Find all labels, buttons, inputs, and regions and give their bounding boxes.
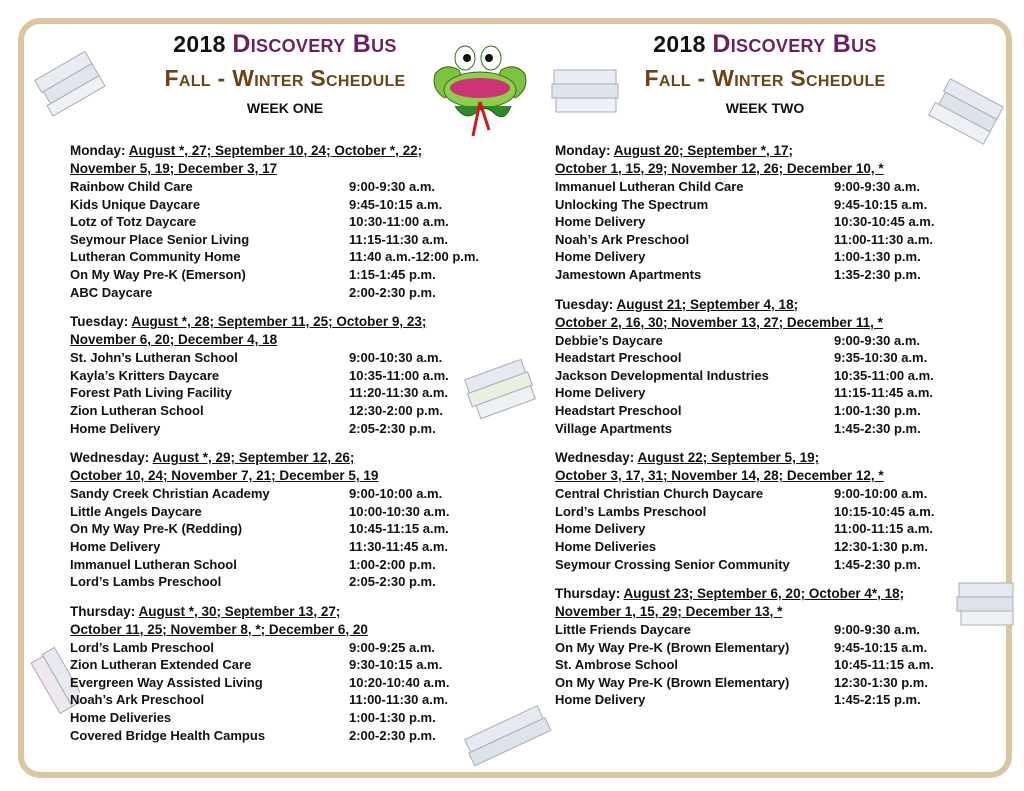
stop-row	[70, 284, 500, 302]
day-block	[70, 449, 500, 591]
subtitle-fall: Fall	[644, 65, 691, 91]
stop-time: 1:00-1:30 p.m.	[834, 402, 921, 418]
stop-row	[70, 196, 500, 214]
stop-location: Home Delivery	[70, 538, 161, 554]
stop-location: Little Friends Daycare	[555, 622, 691, 638]
day-heading	[70, 313, 500, 349]
stop-location: Zion Lutheran School	[70, 402, 204, 418]
stop-location: Home Delivery	[555, 385, 646, 401]
stop-row	[70, 349, 500, 367]
week-label: WEEK ONE	[246, 100, 324, 116]
day-name: Thursday:	[555, 586, 621, 602]
stop-row	[70, 367, 500, 385]
stop-time: 9:00-9:30 a.m.	[834, 179, 920, 194]
stop-time: 11:30-11:45 a.m.	[349, 538, 449, 554]
stop-time: 9:00-9:25 a.m.	[349, 639, 435, 655]
stop-location: Sandy Creek Christian Academy	[70, 486, 270, 502]
stop-location: Headstart Preschool	[555, 402, 682, 418]
stop-time: 1:35-2:30 p.m.	[834, 266, 921, 282]
stop-location: Noah’s Ark Preschool	[555, 231, 690, 247]
day-dates: October 11, 25; November 8, *; December 6, 20	[70, 621, 368, 637]
title-brand: Discovery Bus	[712, 30, 877, 58]
stop-location: Lord’s Lamb Preschool	[70, 639, 214, 655]
stop-row	[555, 621, 975, 639]
subtitle-dash: -	[697, 65, 706, 91]
stop-row	[70, 639, 500, 657]
day-dates: August *, 28; September 11, 25; October 9, 23;	[131, 314, 427, 330]
stop-time: 2:00-2:30 p.m.	[349, 727, 436, 743]
stop-time: 11:15-11:30 a.m.	[349, 231, 449, 247]
day-dates: August 20; September *, 17;	[613, 143, 794, 158]
title-brand: Discovery Bus	[232, 30, 397, 58]
stop-time: 1:00-2:00 p.m.	[349, 556, 436, 572]
stop-location: Home Delivery	[70, 420, 161, 436]
stop-location: Immanuel Lutheran School	[70, 556, 237, 572]
subtitle-winter-schedule: Winter Schedule	[712, 65, 886, 91]
stop-location: Home Deliveries	[555, 538, 657, 554]
day-dates: August 21; September 4, 18;	[616, 296, 799, 312]
stop-location: St. Ambrose School	[555, 657, 679, 673]
stop-row	[70, 213, 500, 231]
stop-location: Forest Path Living Facility	[70, 385, 232, 401]
stop-row	[555, 520, 975, 538]
week-two-column	[555, 30, 975, 709]
stop-time: 1:45-2:30 p.m.	[834, 556, 921, 572]
stop-location: Debbie’s Daycare	[555, 332, 663, 348]
stop-row	[555, 674, 975, 692]
stop-time: 1:15-1:45 p.m.	[349, 266, 436, 282]
stop-location: Home Delivery	[555, 692, 646, 708]
stop-time: 1:00-1:30 p.m.	[834, 249, 921, 265]
stop-time: 9:00-9:30 a.m.	[834, 332, 920, 348]
day-block	[555, 449, 975, 573]
day-name: Tuesday:	[555, 296, 614, 312]
day-heading	[70, 449, 500, 485]
stop-time: 9:45-10:15 a.m.	[349, 196, 443, 212]
stop-location: Kayla’s Kritters Daycare	[70, 367, 220, 383]
day-block	[70, 142, 500, 301]
stop-time: 11:15-11:45 a.m.	[834, 385, 934, 401]
stop-time: 9:00-10:30 a.m.	[349, 350, 443, 366]
stop-time: 11:40 a.m.-12:00 p.m.	[349, 249, 480, 265]
day-name: Wednesday:	[555, 450, 635, 466]
stop-row	[555, 556, 975, 574]
stop-row	[70, 384, 500, 402]
day-heading	[70, 603, 500, 639]
subtitle-fall: Fall	[164, 65, 211, 91]
day-block	[70, 313, 500, 437]
stop-location: Seymour Crossing Senior Community	[555, 556, 790, 572]
day-heading	[555, 449, 975, 485]
day-dates: November 6, 20; December 4, 18	[70, 332, 278, 348]
stop-time: 2:05-2:30 p.m.	[349, 420, 436, 436]
schedule-days	[555, 142, 975, 709]
day-dates: August *, 30; September 13, 27;	[138, 603, 341, 619]
stop-row	[555, 485, 975, 503]
day-dates: October 10, 24; November 7, 21; December 5, 19	[70, 468, 379, 484]
stop-time: 10:00-10:30 a.m.	[349, 503, 450, 519]
stop-location: Lord’s Lambs Preschool	[70, 574, 222, 590]
stop-time: 9:45-10:15 a.m.	[834, 196, 928, 212]
stop-row	[70, 674, 500, 692]
stop-time: 10:30-10:45 a.m.	[834, 214, 935, 230]
stop-time: 1:45-2:15 p.m.	[834, 692, 921, 708]
stop-time: 10:20-10:40 a.m.	[349, 674, 450, 690]
stop-location: On My Way Pre-K (Brown Elementary)	[555, 639, 790, 655]
day-block	[555, 142, 975, 284]
stop-location: Jackson Developmental Industries	[555, 367, 769, 383]
stop-row	[555, 248, 975, 266]
stop-row	[70, 485, 500, 503]
stop-location: Zion Lutheran Extended Care	[70, 657, 252, 673]
title-year: 2018	[173, 31, 226, 57]
stop-location: Covered Bridge Health Campus	[70, 727, 266, 743]
stop-row	[555, 691, 975, 709]
stop-row	[555, 503, 975, 521]
stop-time: 9:00-10:00 a.m.	[834, 486, 928, 502]
day-dates: November 5, 19; December 3, 17	[70, 161, 278, 176]
subtitle-dash: -	[217, 65, 226, 91]
stop-location: On My Way Pre-K (Redding)	[70, 521, 243, 537]
week-label: WEEK TWO	[725, 100, 805, 116]
stop-time: 11:20-11:30 a.m.	[349, 385, 449, 401]
stop-row	[70, 266, 500, 284]
title	[555, 30, 975, 59]
stop-time: 12:30-1:30 p.m.	[834, 538, 928, 554]
stop-location: Evergreen Way Assisted Living	[70, 674, 263, 690]
stop-location: Seymour Place Senior Living	[70, 231, 250, 247]
day-name: Monday:	[555, 143, 611, 158]
day-name: Thursday:	[70, 603, 136, 619]
day-heading	[555, 142, 975, 178]
day-dates: October 1, 15, 29; November 12, 26; December 10, *	[555, 161, 884, 176]
stop-row	[555, 639, 975, 657]
stop-location: Home Delivery	[555, 214, 646, 230]
week-one-column	[70, 30, 500, 744]
stop-time: 10:30-11:00 a.m.	[349, 214, 449, 230]
stop-row	[555, 266, 975, 284]
stop-time: 12:30-1:30 p.m.	[834, 674, 928, 690]
stop-row	[555, 178, 975, 196]
stop-location: Little Angels Daycare	[70, 503, 202, 519]
day-heading	[70, 142, 500, 178]
day-dates: October 3, 17, 31; November 14, 28; December 12, *	[555, 468, 884, 484]
day-dates: October 2, 16, 30; November 13, 27; December 11, *	[555, 314, 883, 330]
stop-row	[70, 231, 500, 249]
day-block	[70, 603, 500, 745]
stop-location: Noah’s Ark Preschool	[70, 692, 205, 708]
stop-location: Lutheran Community Home	[70, 249, 241, 265]
stop-row	[555, 656, 975, 674]
stop-row	[70, 503, 500, 521]
stop-time: 2:00-2:30 p.m.	[349, 284, 436, 300]
stop-time: 9:45-10:15 a.m.	[834, 639, 928, 655]
stop-row	[555, 367, 975, 385]
stop-location: On My Way Pre-K (Emerson)	[70, 266, 246, 282]
stop-location: ABC Daycare	[70, 284, 153, 300]
title	[70, 30, 500, 59]
stop-location: Jamestown Apartments	[555, 266, 702, 282]
stop-row	[555, 402, 975, 420]
stop-row	[555, 384, 975, 402]
stop-row	[70, 178, 500, 196]
day-heading	[555, 585, 975, 621]
stop-row	[70, 573, 500, 591]
stop-location: Home Deliveries	[70, 710, 172, 726]
stop-time: 9:00-9:30 a.m.	[349, 179, 435, 194]
title-year: 2018	[653, 31, 706, 57]
stop-location: Village Apartments	[555, 420, 673, 436]
stop-time: 9:30-10:15 a.m.	[349, 657, 443, 673]
stop-location: Home Delivery	[555, 521, 646, 537]
stop-time: 1:45-2:30 p.m.	[834, 420, 921, 436]
day-block	[555, 585, 975, 709]
stop-time: 10:45-11:15 a.m.	[834, 657, 934, 673]
stop-row	[555, 332, 975, 350]
day-name: Wednesday:	[70, 450, 150, 466]
stop-row	[70, 248, 500, 266]
stop-time: 9:00-9:30 a.m.	[834, 622, 920, 638]
stop-row	[70, 709, 500, 727]
stop-time: 9:35-10:30 a.m.	[834, 350, 928, 366]
stop-row	[555, 349, 975, 367]
stop-location: Lord’s Lambs Preschool	[555, 503, 707, 519]
subtitle-winter-schedule: Winter Schedule	[232, 65, 406, 91]
stop-time: 2:05-2:30 p.m.	[349, 574, 436, 590]
stop-time: 11:00-11:30 a.m.	[349, 692, 449, 708]
stop-row	[555, 213, 975, 231]
subtitle	[555, 65, 975, 92]
stop-row	[70, 656, 500, 674]
stop-location: Rainbow Child Care	[70, 179, 193, 194]
stop-time: 9:00-10:00 a.m.	[349, 486, 443, 502]
day-heading	[555, 296, 975, 332]
stop-time: 12:30-2:00 p.m.	[349, 402, 443, 418]
stop-time: 11:00-11:30 a.m.	[834, 231, 934, 247]
day-name: Monday:	[70, 143, 126, 158]
subtitle	[70, 65, 500, 92]
stop-location: Kids Unique Daycare	[70, 196, 201, 212]
stop-location: Unlocking The Spectrum	[555, 196, 709, 212]
day-name: Tuesday:	[70, 314, 129, 330]
stop-location: Lotz of Totz Daycare	[70, 214, 197, 230]
week-two-header	[555, 30, 975, 130]
stop-time: 10:45-11:15 a.m.	[349, 521, 449, 537]
stop-location: On My Way Pre-K (Brown Elementary)	[555, 674, 790, 690]
stop-time: 10:15-10:45 a.m.	[834, 503, 935, 519]
day-block	[555, 296, 975, 438]
stop-row	[555, 196, 975, 214]
day-dates: August *, 27; September 10, 24; October *, 22;	[128, 143, 423, 158]
stop-time: 10:35-11:00 a.m.	[834, 367, 934, 383]
day-dates: August *, 29; September 12, 26;	[152, 450, 355, 466]
day-dates: August 22; September 5, 19;	[637, 450, 820, 466]
stop-row	[70, 538, 500, 556]
stop-location: Central Christian Church Daycare	[555, 486, 764, 502]
stop-time: 10:35-11:00 a.m.	[349, 367, 449, 383]
stop-time: 11:00-11:15 a.m.	[834, 521, 934, 537]
stop-time: 1:00-1:30 p.m.	[349, 710, 436, 726]
stop-row	[555, 420, 975, 438]
stop-row	[555, 538, 975, 556]
schedule-days	[70, 142, 500, 744]
stop-location: Headstart Preschool	[555, 350, 682, 366]
stop-row	[70, 556, 500, 574]
stop-row	[555, 231, 975, 249]
stop-location: Home Delivery	[555, 249, 646, 265]
stop-location: St. John’s Lutheran School	[70, 350, 238, 366]
stop-row	[70, 691, 500, 709]
stop-row	[70, 402, 500, 420]
day-dates: August 23; September 6, 20; October 4*, 18;	[623, 586, 905, 602]
stop-row	[70, 520, 500, 538]
stop-row	[70, 420, 500, 438]
stop-location: Immanuel Lutheran Child Care	[555, 179, 744, 194]
week-one-header	[70, 30, 500, 130]
stop-row	[70, 727, 500, 745]
day-dates: November 1, 15, 29; December 13, *	[555, 604, 783, 620]
